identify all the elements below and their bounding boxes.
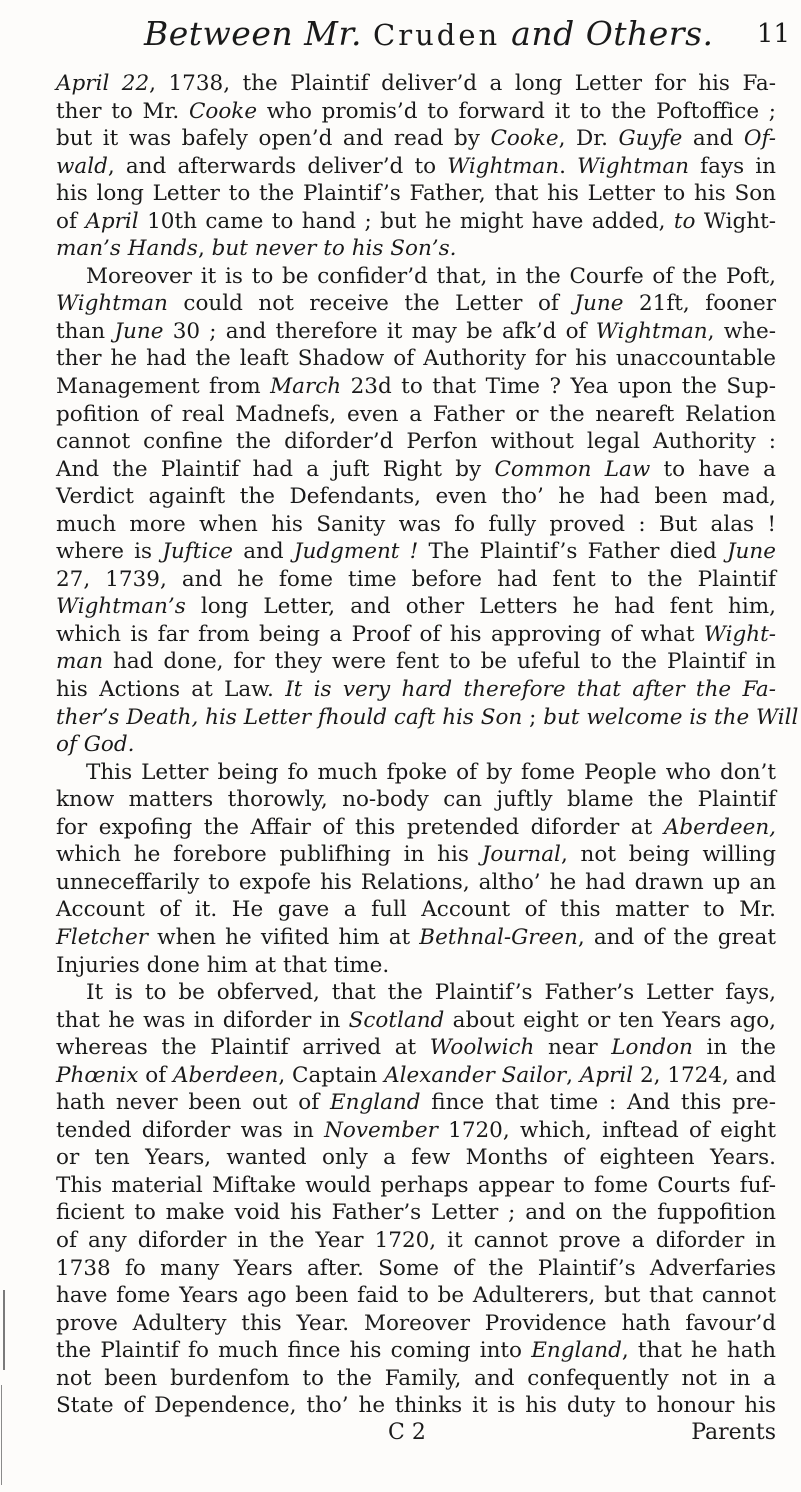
roman-text: , Dr. bbox=[558, 126, 619, 152]
roman-text: where is bbox=[56, 539, 163, 565]
running-title-name: Cruden bbox=[373, 18, 501, 52]
roman-text: whereas the Plaintif arrived at bbox=[56, 1035, 430, 1061]
running-title-part2: and Others. bbox=[511, 14, 714, 53]
roman-text: about eight or ten Years ago, bbox=[444, 1007, 776, 1033]
roman-text: and bbox=[233, 539, 294, 565]
italic-text: Wightman bbox=[56, 291, 168, 317]
text-line bbox=[56, 153, 776, 181]
italic-text: Wightman bbox=[447, 153, 560, 179]
text-line bbox=[56, 1282, 776, 1310]
roman-text: not been burdenfom to the Family, and confequently not in a bbox=[56, 1365, 776, 1391]
italic-text: man bbox=[56, 649, 104, 675]
roman-text: This Letter being fo much fpoke of by fome People who don’t bbox=[86, 759, 776, 785]
roman-text: Management from bbox=[56, 374, 271, 400]
italic-text: It is very hard therefore that after the Fa- bbox=[285, 677, 776, 703]
text-line bbox=[56, 1310, 776, 1338]
roman-text: This material Miftake would perhaps appear to fome Courts fuf- bbox=[56, 1172, 776, 1198]
signature-mark: C 2 bbox=[388, 1420, 426, 1445]
roman-text: pofition of real Madnefs, even a Father or the neareft Relation bbox=[56, 401, 776, 427]
roman-text: that he was in diforder in bbox=[56, 1007, 349, 1033]
text-line bbox=[56, 759, 776, 787]
roman-text: 30 ; and therefore it may be afk’d of bbox=[163, 318, 596, 344]
text-line bbox=[56, 593, 776, 621]
text-line bbox=[56, 648, 776, 676]
roman-text: of bbox=[56, 208, 86, 234]
text-line bbox=[56, 373, 776, 401]
italic-text: Wightman bbox=[595, 318, 708, 344]
text-line bbox=[56, 1007, 776, 1035]
italic-text: to bbox=[673, 208, 696, 234]
roman-text: , Captain bbox=[278, 1062, 385, 1088]
roman-text: , 1738, the Plaintif deliver’d a long Letter for his Fa- bbox=[149, 71, 776, 96]
text-line bbox=[56, 538, 776, 566]
italic-text: of God. bbox=[56, 732, 135, 758]
text-line bbox=[56, 428, 776, 456]
roman-text: ; bbox=[522, 704, 544, 730]
running-title-part1: Between Mr. bbox=[144, 14, 363, 53]
text-line bbox=[56, 979, 776, 1007]
italic-text: Judgment ! bbox=[293, 539, 419, 565]
text-line bbox=[56, 952, 776, 980]
roman-text: which is far from being a Proof of his approving of what bbox=[56, 621, 704, 647]
text-line bbox=[56, 1034, 776, 1062]
roman-text: of bbox=[138, 1062, 173, 1088]
italic-text: England bbox=[531, 1338, 622, 1364]
roman-text: Injuries done him at that time. bbox=[56, 952, 390, 978]
text-line bbox=[56, 511, 776, 539]
text-line bbox=[56, 1172, 776, 1200]
text-line bbox=[56, 483, 776, 511]
text-line bbox=[56, 704, 799, 732]
roman-text: 21ft, fooner bbox=[623, 291, 776, 317]
roman-text: who promis’d to forward it to the Poftoffice ; bbox=[257, 98, 777, 124]
roman-text: ficient to make void his Father’s Letter ; and on the fuppofition bbox=[56, 1200, 776, 1226]
italic-text: Wightman’s bbox=[56, 594, 186, 620]
text-line bbox=[56, 401, 776, 429]
text-line bbox=[56, 841, 776, 869]
text-line bbox=[56, 731, 776, 759]
roman-text: Verdict againft the Defendants, even tho’ he had been mad, bbox=[56, 484, 776, 510]
roman-text: , and of the great bbox=[577, 924, 776, 950]
roman-text: of any diforder in the Year 1720, it cannot prove a diforder in bbox=[56, 1227, 776, 1253]
italic-text: June bbox=[574, 291, 624, 317]
italic-text: March bbox=[270, 374, 342, 400]
roman-text: , and afterwards deliver’d to bbox=[107, 153, 448, 179]
roman-text: when he vifited him at bbox=[148, 924, 420, 950]
text-line bbox=[56, 1392, 776, 1420]
running-title bbox=[144, 10, 714, 59]
text-line bbox=[56, 869, 776, 897]
roman-text: The Plaintif’s Father died bbox=[418, 539, 727, 565]
italic-text: April bbox=[85, 208, 139, 234]
roman-text: And the Plaintif had a juft Right by bbox=[56, 456, 495, 482]
margin-mark bbox=[1, 1385, 2, 1485]
text-line bbox=[56, 1337, 776, 1365]
roman-text: . bbox=[559, 153, 578, 179]
text-line bbox=[56, 290, 776, 318]
text-line bbox=[56, 345, 776, 373]
italic-text: Bethnal-Green bbox=[419, 924, 578, 950]
italic-text: Common Law bbox=[494, 456, 651, 482]
roman-text: State of Dependence, tho’ he thinks it is his duty to honour his bbox=[56, 1393, 776, 1419]
text-line bbox=[56, 318, 776, 346]
italic-text: Of- bbox=[743, 126, 776, 152]
roman-text: fince that time : And this pre- bbox=[420, 1090, 777, 1116]
italic-text: Cooke bbox=[490, 126, 559, 152]
text-line bbox=[56, 1117, 776, 1145]
italic-text: Wight- bbox=[703, 621, 776, 647]
italic-text: man’s Hands bbox=[56, 236, 198, 262]
roman-text: and bbox=[682, 126, 744, 152]
italic-text: London bbox=[611, 1035, 693, 1061]
italic-text: but never to his Son’s. bbox=[211, 236, 457, 262]
italic-text: Wightman bbox=[577, 153, 690, 179]
text-line bbox=[56, 1255, 776, 1283]
text-line bbox=[56, 180, 776, 208]
roman-text: but it was bafely open’d and read by bbox=[56, 126, 491, 152]
roman-text: 27, 1739, and he fome time before had fent to the Plaintif bbox=[56, 566, 776, 592]
roman-text: his long Letter to the Plaintif’s Father, that his Letter to his Son bbox=[56, 181, 776, 207]
text-line bbox=[56, 208, 776, 236]
roman-text: , not being willing bbox=[560, 842, 776, 868]
roman-text: much more when his Sanity was fo fully proved : But alas ! bbox=[56, 511, 776, 537]
italic-text: Cooke bbox=[188, 98, 258, 124]
body-text bbox=[56, 70, 799, 1420]
margin-mark bbox=[3, 1290, 5, 1370]
text-line bbox=[56, 566, 776, 594]
italic-text: ther’s Death, his Letter fhould caft his Son bbox=[56, 704, 523, 730]
roman-text: to have a bbox=[650, 456, 776, 482]
italic-text: Journal bbox=[481, 842, 561, 868]
text-line bbox=[56, 1365, 776, 1393]
italic-text: November bbox=[324, 1117, 438, 1143]
text-line bbox=[56, 814, 776, 842]
page-number: 11 bbox=[756, 19, 790, 49]
catchword: Parents bbox=[691, 1420, 776, 1445]
text-line bbox=[56, 1199, 776, 1227]
roman-text: 1720, which, inftead of eight bbox=[437, 1117, 776, 1143]
roman-text: ther to Mr. bbox=[56, 98, 189, 124]
italic-text: Phœnix bbox=[56, 1062, 139, 1088]
page-footer bbox=[56, 1418, 776, 1448]
roman-text: had done, for they were fent to be ufeful to the Plaintif in bbox=[103, 649, 776, 675]
roman-text: , bbox=[566, 1062, 580, 1088]
roman-text: his Actions at Law. bbox=[56, 677, 286, 703]
roman-text: long Letter, and other Letters he had fent him, bbox=[185, 594, 776, 620]
roman-text: have fome Years ago been faid to be Adulterers, but that cannot bbox=[56, 1283, 776, 1309]
text-line bbox=[56, 1062, 776, 1090]
italic-text: Guyfe bbox=[618, 126, 683, 152]
italic-text: Aberdeen bbox=[173, 1062, 279, 1088]
italic-text: June bbox=[726, 539, 776, 565]
roman-text: tended diforder was in bbox=[56, 1117, 325, 1143]
roman-text: , that he hath bbox=[621, 1338, 777, 1364]
roman-text: fays in bbox=[689, 153, 777, 179]
roman-text: , whe- bbox=[707, 318, 776, 344]
italic-text: April 22 bbox=[56, 71, 150, 96]
text-line bbox=[56, 235, 776, 263]
roman-text: cannot confine the diforder’d Perfon without legal Authority : bbox=[56, 429, 776, 455]
text-line bbox=[56, 924, 776, 952]
text-line bbox=[56, 1144, 776, 1172]
roman-text: , bbox=[197, 236, 212, 262]
text-line bbox=[56, 676, 776, 704]
roman-text: 2, 1724, and bbox=[633, 1062, 777, 1088]
text-line bbox=[56, 896, 776, 924]
text-line bbox=[56, 98, 776, 126]
roman-text: Account of it. He gave a full Account of this matter to Mr. bbox=[56, 897, 776, 923]
text-line bbox=[56, 70, 776, 98]
roman-text: hath never been out of bbox=[56, 1090, 330, 1116]
italic-text: wald bbox=[56, 153, 108, 179]
text-line bbox=[56, 263, 776, 291]
italic-text: Fletcher bbox=[56, 924, 149, 950]
roman-text: unneceffarily to expofe his Relations, altho’ he had drawn up an bbox=[56, 869, 776, 895]
text-line bbox=[56, 125, 776, 153]
text-line bbox=[56, 1089, 776, 1117]
roman-text: could not receive the Letter of bbox=[167, 291, 575, 317]
italic-text: England bbox=[329, 1090, 421, 1116]
roman-text: than bbox=[56, 318, 115, 344]
italic-text: Scotland bbox=[348, 1007, 445, 1033]
roman-text: 10th came to hand ; but he might have added, bbox=[138, 208, 674, 234]
roman-text: It is to be obferved, that the Plaintif’s Father’s Letter fays, bbox=[86, 980, 776, 1006]
italic-text: Juftice bbox=[162, 539, 234, 565]
text-line bbox=[56, 1227, 776, 1255]
italic-text: Alexander Sailor bbox=[384, 1062, 567, 1088]
roman-text: 23d to that Time ? Yea upon the Sup- bbox=[341, 374, 776, 400]
text-line bbox=[56, 786, 776, 814]
roman-text: 1738 fo many Years after. Some of the Plaintif’s Adverfaries bbox=[56, 1255, 776, 1281]
running-head bbox=[74, 10, 796, 62]
roman-text: near bbox=[534, 1035, 612, 1061]
roman-text: for expofing the Affair of this pretended diforder at bbox=[56, 814, 664, 840]
roman-text: Moreover it is to be confider’d that, in the Courfe of the Poft, bbox=[86, 263, 776, 289]
italic-text: Aberdeen, bbox=[663, 814, 776, 840]
roman-text: ther he had the leaft Shadow of Authority for his unaccountable bbox=[56, 346, 776, 372]
roman-text: Wight- bbox=[695, 208, 776, 234]
roman-text: in the bbox=[692, 1035, 777, 1061]
text-line bbox=[56, 621, 776, 649]
roman-text: prove Adultery this Year. Moreover Providence hath favour’d bbox=[56, 1310, 776, 1336]
roman-text: which he forebore publifhing in his bbox=[56, 842, 482, 868]
italic-text: but welcome is the Will bbox=[543, 704, 799, 730]
italic-text: April bbox=[579, 1062, 634, 1088]
roman-text: or ten Years, wanted only a few Months of eighteen Years. bbox=[56, 1145, 776, 1171]
text-line bbox=[56, 456, 776, 484]
roman-text: the Plaintif fo much fince his coming into bbox=[56, 1338, 532, 1364]
roman-text: know matters thorowly, no-body can juftly blame the Plaintif bbox=[56, 787, 776, 813]
italic-text: Woolwich bbox=[429, 1035, 535, 1061]
italic-text: June bbox=[114, 318, 164, 344]
